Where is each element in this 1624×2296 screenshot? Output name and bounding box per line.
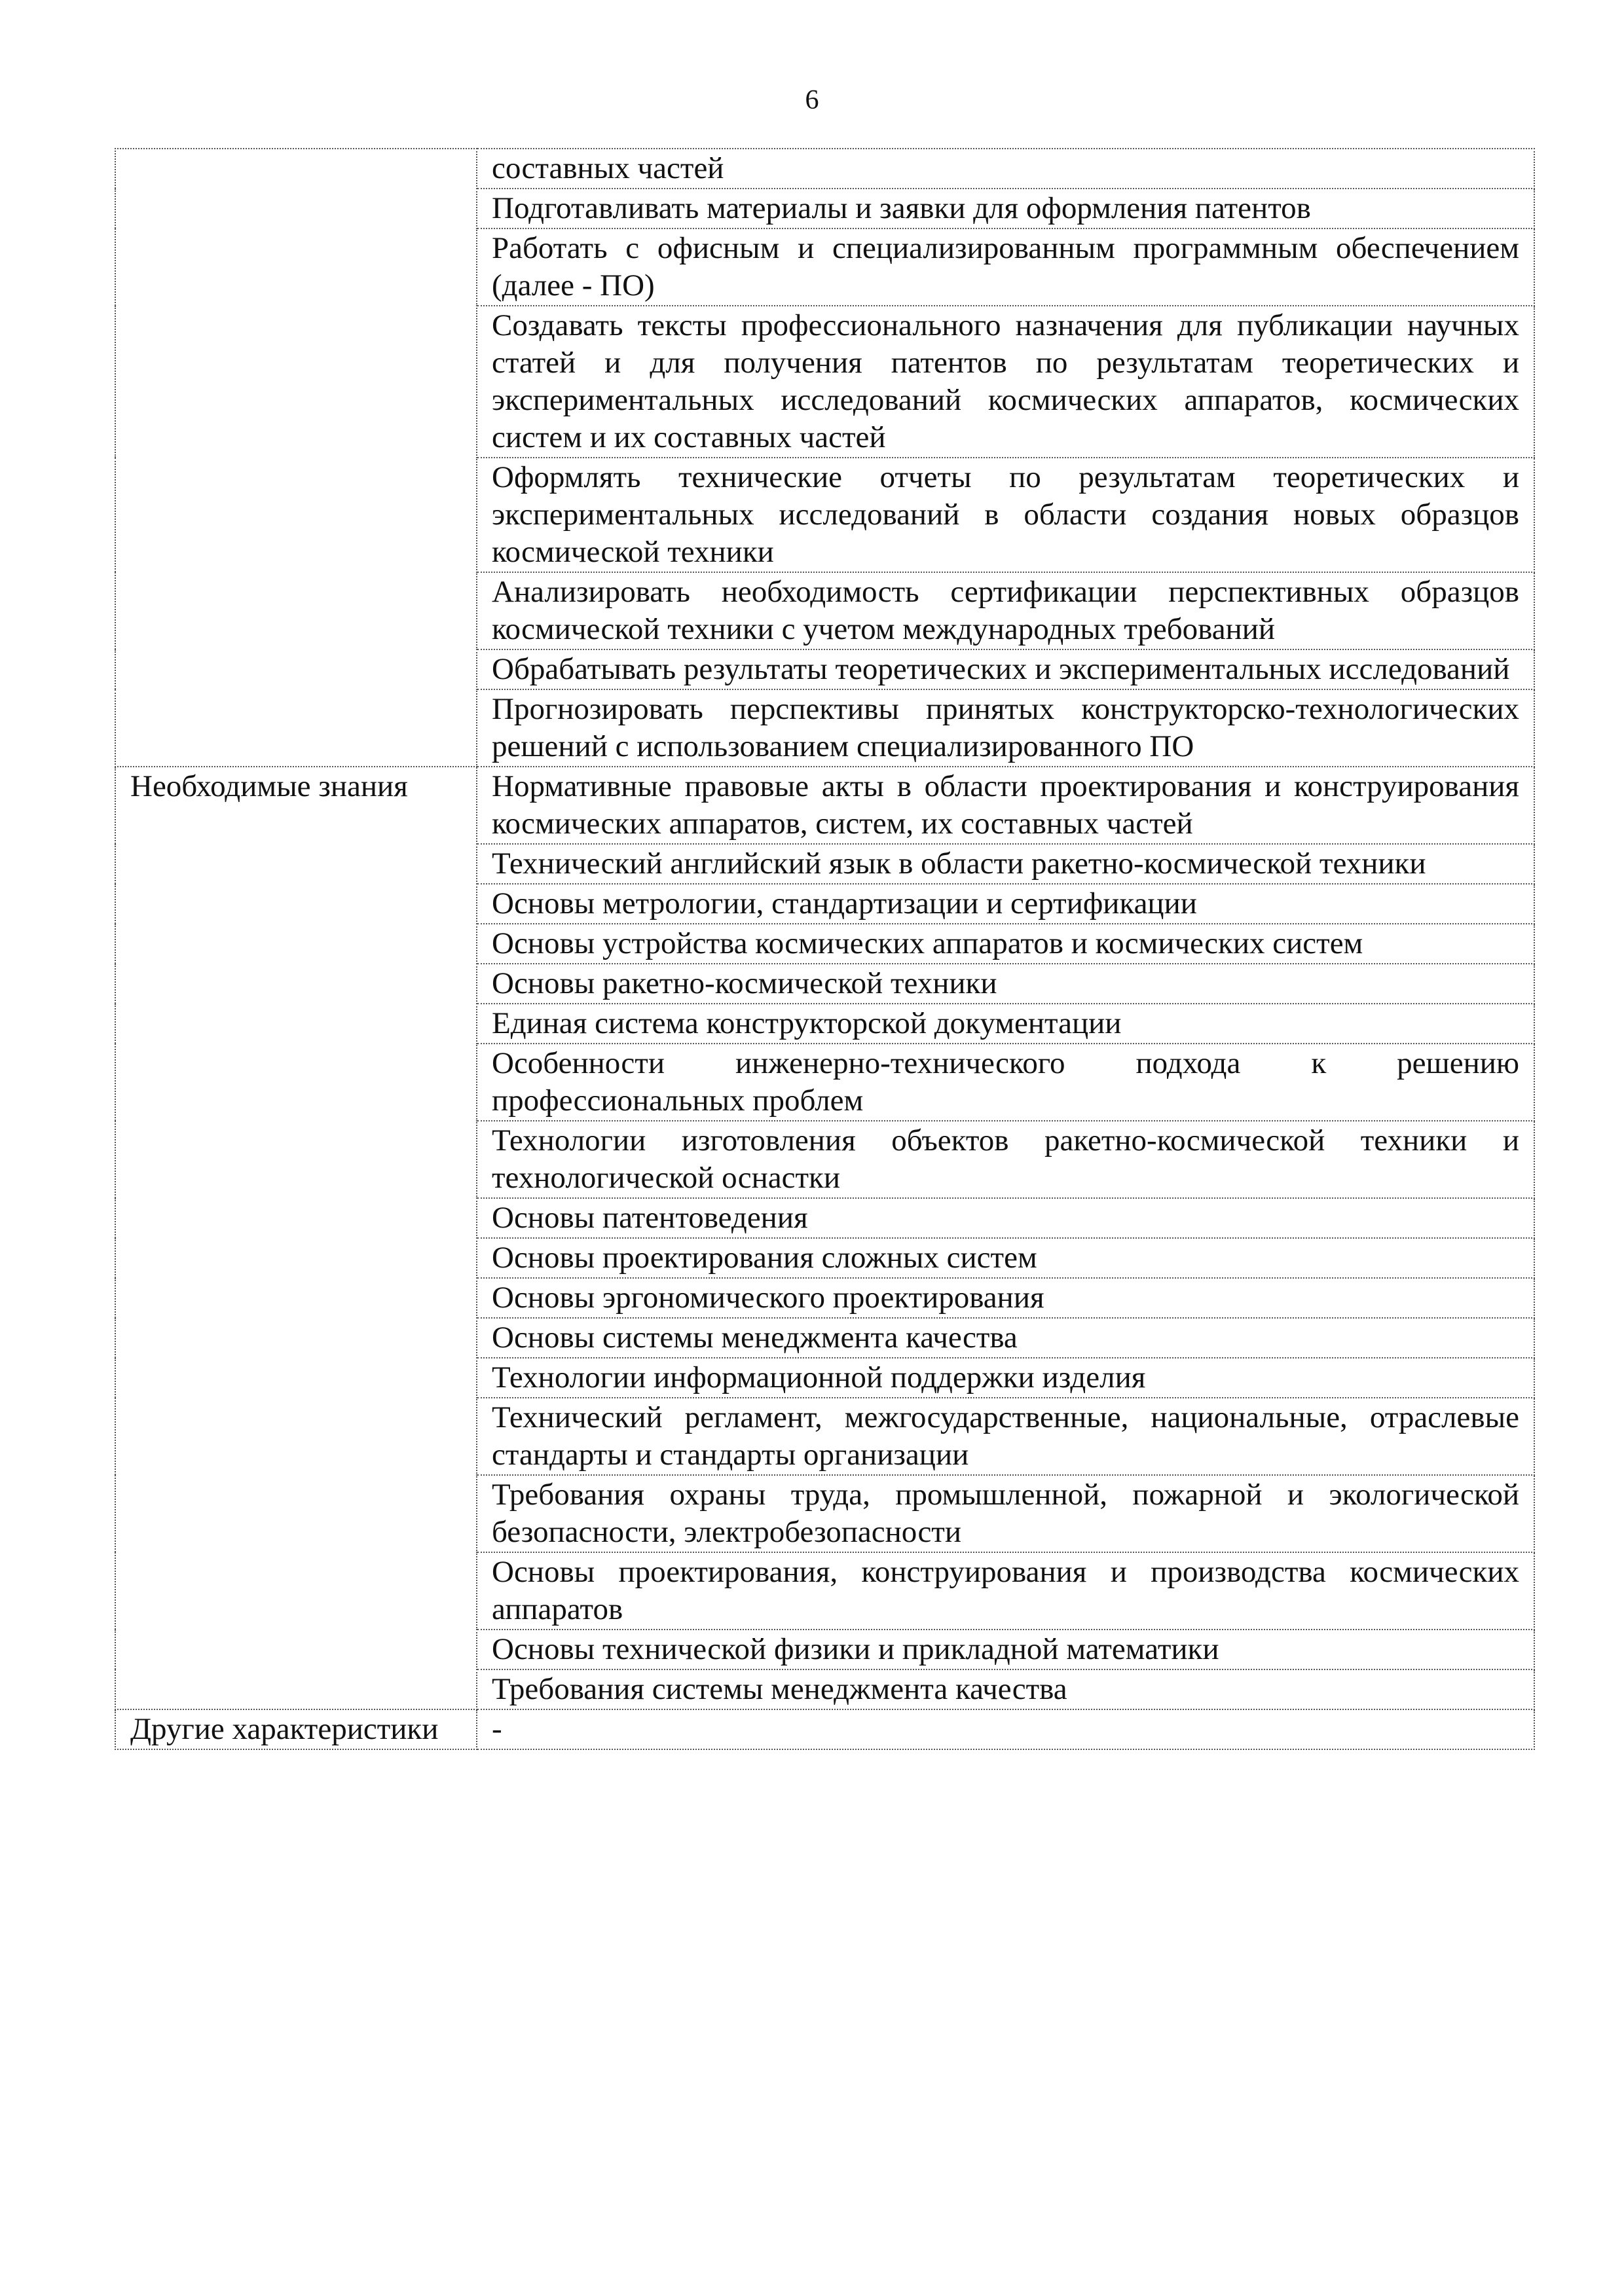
section-item: Требования охраны труда, промышленной, пожарной и экологической безопасности, электробезопасности [477, 1475, 1534, 1552]
section-item: Подготавливать материалы и заявки для оформления патентов [477, 189, 1534, 228]
section-item: Технический регламент, межгосударственные, национальные, отраслевые стандарты и стандарты организации [477, 1398, 1534, 1475]
section-item: Основы проектирования сложных систем [477, 1238, 1534, 1278]
section-item: Единая система конструкторской документации [477, 1004, 1534, 1044]
section-item: Прогнозировать перспективы принятых конструкторско-технологических решений с использованием специализированного ПО [477, 689, 1534, 767]
section-item: Работать с офисным и специализированным программным обеспечением (далее - ПО) [477, 228, 1534, 306]
section-item: Технологии изготовления объектов ракетно-космической техники и технологической оснастки [477, 1121, 1534, 1198]
table-row [115, 149, 1534, 189]
section-item: Требования системы менеджмента качества [477, 1669, 1534, 1709]
section-item: Основы устройства космических аппаратов и космических систем [477, 924, 1534, 964]
section-item: Особенности инженерно-технического подхода к решению профессиональных проблем [477, 1044, 1534, 1121]
table-body [115, 149, 1534, 1749]
table-row [115, 767, 1534, 844]
section-item: Основы эргономического проектирования [477, 1278, 1534, 1318]
section-item: Технический английский язык в области ракетно-космической техники [477, 844, 1534, 884]
qualification-table [115, 148, 1535, 1750]
section-label: Необходимые знания [115, 767, 477, 1709]
section-item: Анализировать необходимость сертификации перспективных образцов космической техники с учетом международных требований [477, 572, 1534, 649]
section-item: Нормативные правовые акты в области проектирования и конструирования космических аппаратов, систем, их составных частей [477, 767, 1534, 844]
section-label [115, 149, 477, 767]
section-label: Другие характеристики [115, 1709, 477, 1749]
section-item: Технологии информационной поддержки изделия [477, 1358, 1534, 1398]
section-item: Создавать тексты профессионального назначения для публикации научных статей и для получения патентов по результатам теоретических и экспериментальных исследований космических аппаратов, космических систем и их составных частей [477, 306, 1534, 458]
section-item: Основы метрологии, стандартизации и сертификации [477, 884, 1534, 924]
table-row [115, 1709, 1534, 1749]
section-item: составных частей [477, 149, 1534, 189]
section-item: Основы ракетно-космической техники [477, 964, 1534, 1004]
section-item: Основы технической физики и прикладной математики [477, 1630, 1534, 1669]
page-number: 6 [805, 85, 819, 115]
section-item: Обрабатывать результаты теоретических и экспериментальных исследований [477, 649, 1534, 689]
section-item: Основы патентоведения [477, 1198, 1534, 1238]
section-item: Основы проектирования, конструирования и производства космических аппаратов [477, 1552, 1534, 1630]
section-item: Оформлять технические отчеты по результатам теоретических и экспериментальных исследований в области создания новых образцов космической техники [477, 458, 1534, 572]
section-item: - [477, 1709, 1534, 1749]
section-item: Основы системы менеджмента качества [477, 1318, 1534, 1358]
